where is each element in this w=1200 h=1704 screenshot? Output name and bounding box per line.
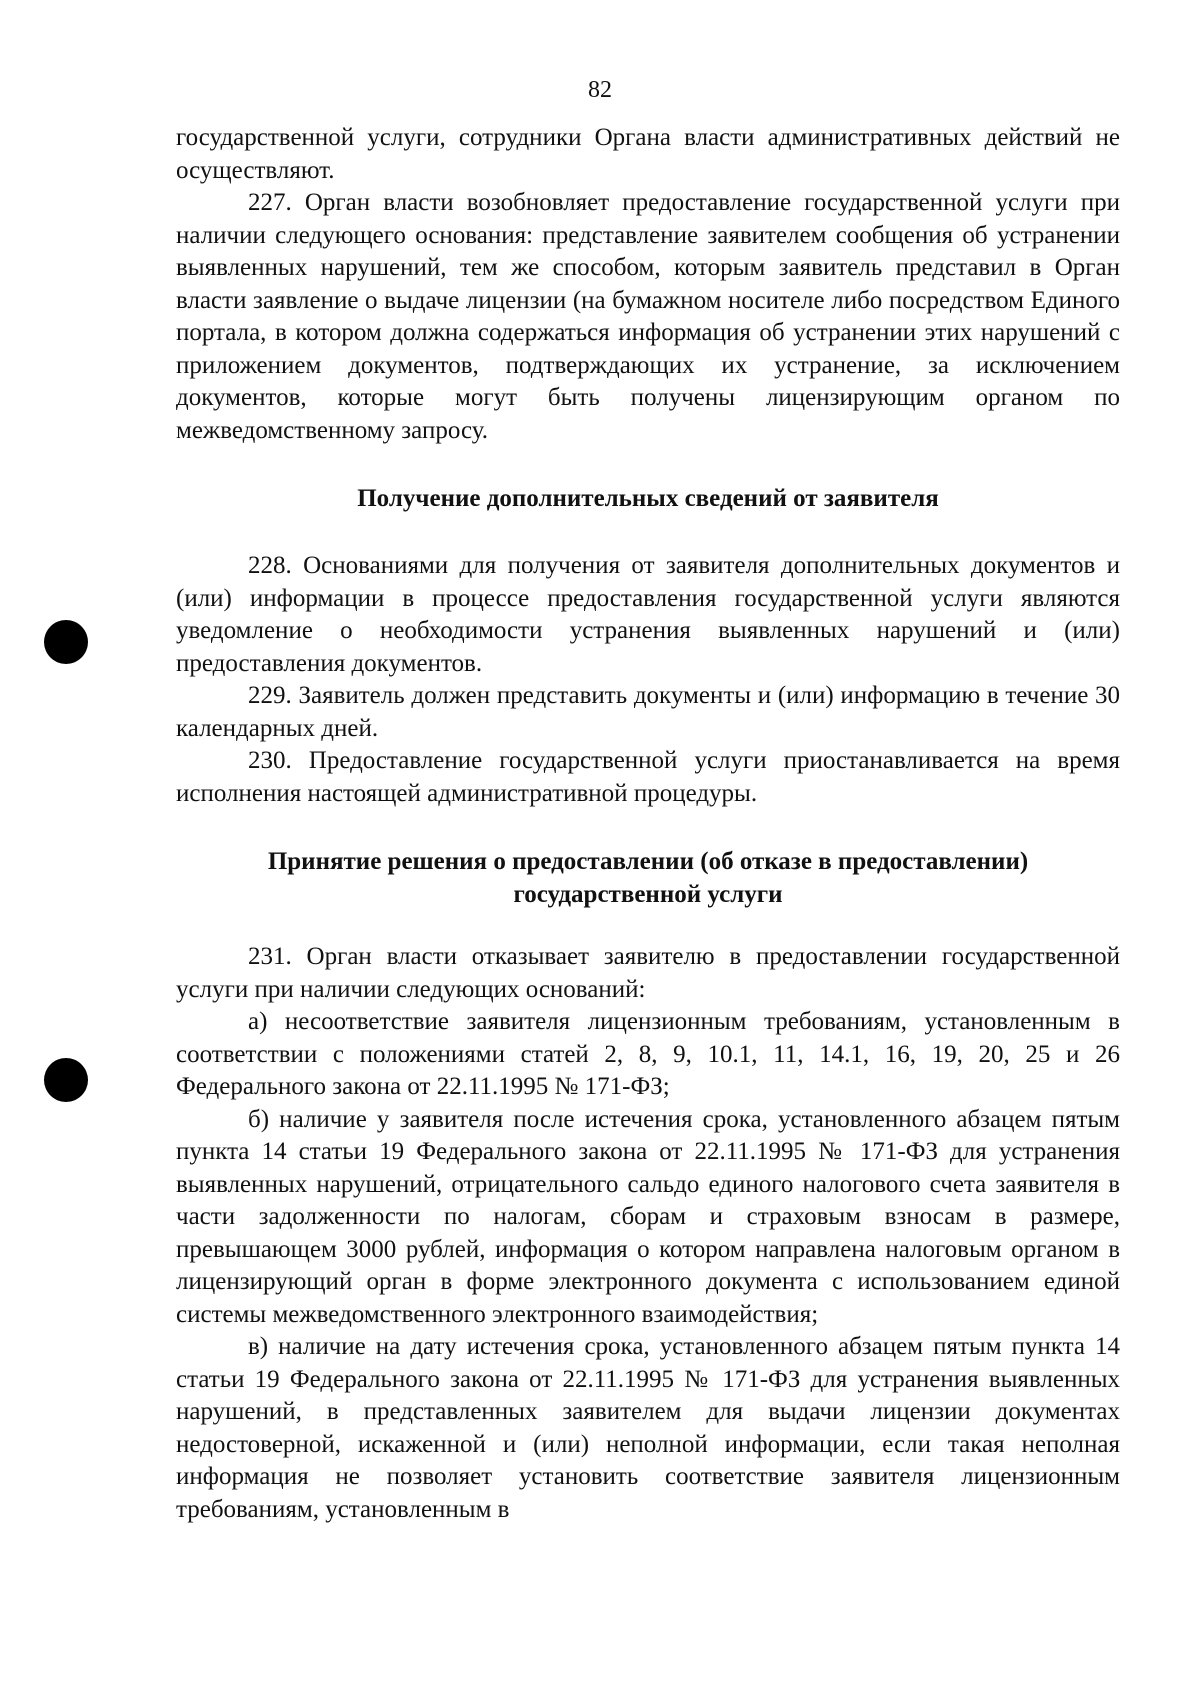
- section-heading-decision-line-2: государственной услуги: [513, 881, 783, 908]
- section-heading-decision-line-1: Принятие решения о предоставлении (об отказе в предоставлении): [267, 848, 1029, 875]
- punch-hole-mark: [44, 620, 88, 664]
- paragraph-229: 229. Заявитель должен представить документы и (или) информацию в течение 30 календарных дней.: [176, 682, 1120, 742]
- section-heading-additional-info: Получение дополнительных сведений от заявителя: [357, 485, 939, 512]
- list-item-v: в) наличие на дату истечения срока, установленного абзацем пятым пункта 14 статьи 19 Федерального закона от 22.11.1995 № 171-ФЗ для устранения выявленных нарушений, в представленных заявителем для выдачи лицензии документах недостоверной, искаженной и (или) неполной информации, если такая неполная информация не позволяет установить соответствие заявителя лицензионным требованиям, установленным в: [176, 1333, 1120, 1523]
- paragraph-231: 231. Орган власти отказывает заявителю в предоставлении государственной услуги при наличии следующих оснований:: [176, 943, 1120, 1003]
- paragraph-228: 228. Основаниями для получения от заявителя дополнительных документов и (или) информации в процессе предоставления государственной услуги являются уведомление о необходимости устранения выявленных нарушений и (или) предоставления документов.: [176, 552, 1120, 677]
- list-item-a: а) несоответствие заявителя лицензионным требованиям, установленным в соответствии с положениями статей 2, 8, 9, 10.1, 11, 14.1, 16, 19, 20, 25 и 26 Федерального закона от 22.11.1995 № 171-ФЗ;: [176, 1008, 1120, 1100]
- list-item-b: б) наличие у заявителя после истечения срока, установленного абзацем пятым пункта 14 статьи 19 Федерального закона от 22.11.1995 № 171-ФЗ для устранения выявленных нарушений, отрицательного сальдо единого налогового счета заявителя в части задолженности по налогам, сборам и страховым взносам в размере, превышающем 3000 рублей, информация о котором направлена налоговым органом в лицензирующий орган в форме электронного документа с использованием единой системы межведомственного электронного взаимодействия;: [176, 1105, 1120, 1328]
- paragraph-227: 227. Орган власти возобновляет предоставление государственной услуги при наличии следующего основания: представление заявителем сообщения об устранении выявленных нарушений, тем же способом, которым заявитель представил в Орган власти заявление о выдаче лицензии (на бумажном носителе либо посредством Единого портала, в котором должна содержаться информация об устранении этих нарушений с приложением документов, подтверждающих их устранение, за исключением документов, которые могут быть получены лицензирующим органом по межведомственному запросу.: [176, 189, 1120, 444]
- section-heading-decision: [176, 845, 1120, 911]
- document-body: [176, 122, 1120, 1526]
- paragraph-continuation: государственной услуги, сотрудники Органа власти административных действий не осуществляют.: [176, 124, 1120, 184]
- punch-hole-mark: [44, 1058, 88, 1102]
- page-number: 82: [588, 77, 612, 103]
- paragraph-230: 230. Предоставление государственной услуги приостанавливается на время исполнения настоящей административной процедуры.: [176, 747, 1120, 807]
